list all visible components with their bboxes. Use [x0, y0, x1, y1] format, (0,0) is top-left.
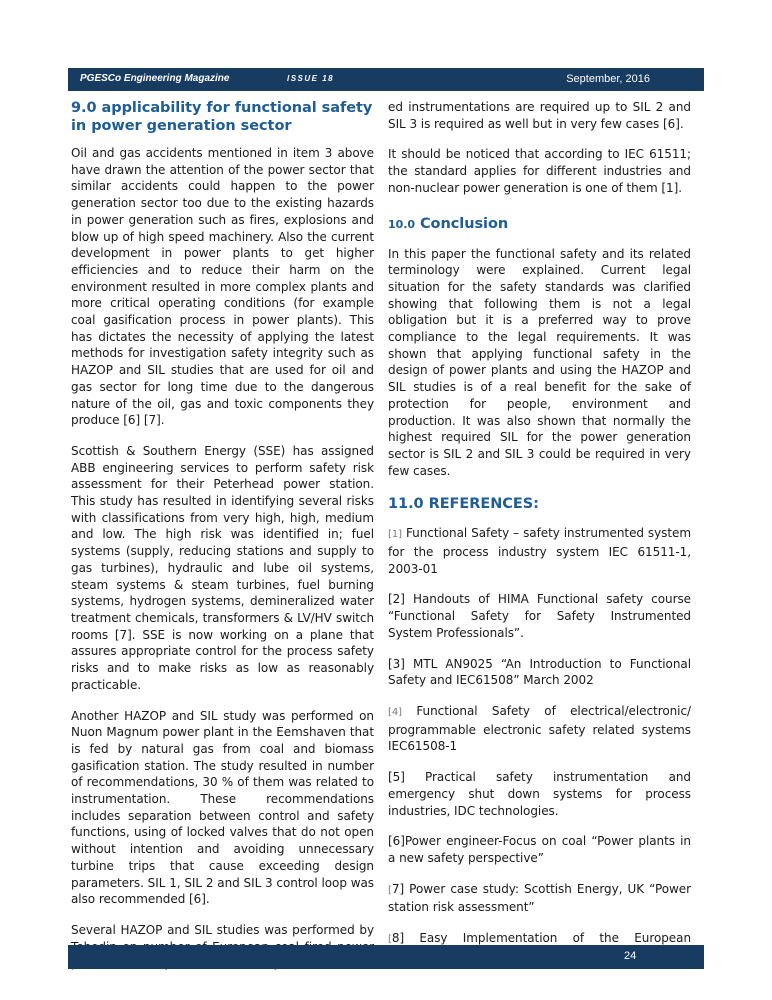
reference-number: [6]	[388, 834, 405, 849]
section-title-conclusion	[388, 215, 691, 234]
reference-text: Functional Safety of electrical/electronic/ programmable electronic safety related systems IEC61508-1	[388, 703, 691, 754]
reference-text: Practical safety instrumentation and emergency shut down systems for process industries, IDC technologies.	[388, 770, 691, 818]
reference-number: [4]	[388, 706, 403, 718]
reference-text: 7] Power case study: Scottish Energy, UK “Power station risk assessment”	[388, 881, 691, 915]
paragraph: ed instrumentations are required up to SIL 2 and SIL 3 is required as well but in very few cases [6].	[388, 100, 691, 131]
reference-item	[388, 656, 691, 689]
reference-number: [5]	[388, 770, 405, 785]
page-number: 24	[624, 950, 637, 962]
reference-item	[388, 881, 691, 916]
reference-number: [	[388, 934, 392, 946]
section-title-applicability: 9.0 applicability for functional safety in power generation sector	[71, 100, 373, 134]
issue-label: ISSUE 18	[287, 74, 335, 83]
reference-text: Power engineer-Focus on coal “Power plants in a new safety perspective”	[388, 834, 691, 865]
paragraph: Scottish & Southern Energy (SSE) has assigned ABB engineering services to perform safety risk assessment for their Peterhead power station. This study has resulted in identifying several risks with classifications from very high, high, medium and low. The high risk was identified in; fuel systems (supply, reducing stations and supply to gas turbines), hydraulic and lube oil systems, steam systems & steam turbines, fuel burning systems, hydrogen systems, demineralized water treatment chemicals, transformers & LV/HV switch rooms [7]. SSE is now working on a plane that assures appropriate control for the process safety risks and to make risks as low as reasonably practicable.	[71, 443, 374, 692]
reference-text: Handouts of HIMA Functional safety course “Functional Safety for Safety Instrumented System Professionals”.	[388, 592, 691, 640]
conclusion-paragraph: In this paper the functional safety and its related terminology were explained. Current legal situation for the safety standards was clarified showing that following them is not a legal obligation but it is a preferred way to prove compliance to the legal requirements. It was shown that applying functional safety in the design of power plants and using the HAZOP and SIL studies is of a real benefit for the sake of protection for people, environment and production. It was also shown that normally the highest required SIL for the power generation sector is SIL 2 and SIL 3 could be required in very few cases.	[388, 246, 691, 478]
reference-item	[388, 703, 691, 755]
conclusion-title: Conclusion	[419, 215, 509, 232]
header-bar	[68, 68, 704, 91]
reference-text: Functional Safety – safety instrumented system for the process industry system IEC 61511-1, 2003-01	[388, 526, 691, 576]
reference-item	[388, 833, 691, 866]
reference-text: 8] Easy Implementation of the European	[391, 931, 691, 946]
reference-item	[388, 525, 691, 577]
conclusion-number: 10.0	[388, 217, 415, 231]
magazine-name: PGESCo Engineering Magazine	[80, 73, 230, 84]
reference-item	[388, 769, 691, 819]
footer-bar	[68, 945, 704, 969]
paragraph: Another HAZOP and SIL study was performed on Nuon Magnum power plant in the Eemshaven that is fed by natural gas from coal and biomass gasification station. The study resulted in number of recommendations, 30 % of them was related to instrumentation. These recommendations includes separation between control and safety functions, using of locked valves that do not open without intention and avoiding unnecessary turbine trips that cause exceeding design parameters. SIL 1, SIL 2 and SIL 3 control loop was also recommended [6].	[71, 708, 374, 907]
reference-number: [	[388, 884, 392, 896]
section-title-references: 11.0 REFERENCES:	[388, 496, 539, 513]
reference-item	[388, 591, 691, 641]
left-column	[71, 99, 374, 986]
paragraph: Oil and gas accidents mentioned in item 3 above have drawn the attention of the power sector that similar accidents could happen to the power generation sector too due to the existing hazards in power generation such as fires, explosions and blow up of high speed machinery. Also the current development in power plants to get higher efficiencies and to reduce their harm on the environment resulted in more complex plants and more critical operating conditions (for example coal gasification process in power plants). This has dictates the necessity of applying the latest methods for investigation safety integrity such as HAZOP and SIL studies that are used for oil and gas sector for long time due to the dangerous nature of the oil, gas and toxic components they produce [6] [7].	[71, 146, 374, 428]
reference-number: [3]	[388, 656, 405, 671]
right-column	[388, 99, 691, 979]
paragraph: Several HAZOP and SIL studies was performed by	[71, 922, 374, 937]
paragraph: It should be noticed that according to IEC 61511; the standard applies for different industries and non-nuclear power generation is one of them [1].	[388, 147, 691, 195]
reference-number: [2]	[388, 592, 405, 607]
reference-number: [1]	[388, 529, 403, 541]
issue-date: September, 2016	[566, 73, 650, 85]
reference-text: MTL AN9025 “An Introduction to Functional Safety and IEC61508” March 2002	[388, 656, 691, 688]
references-list	[388, 525, 691, 965]
